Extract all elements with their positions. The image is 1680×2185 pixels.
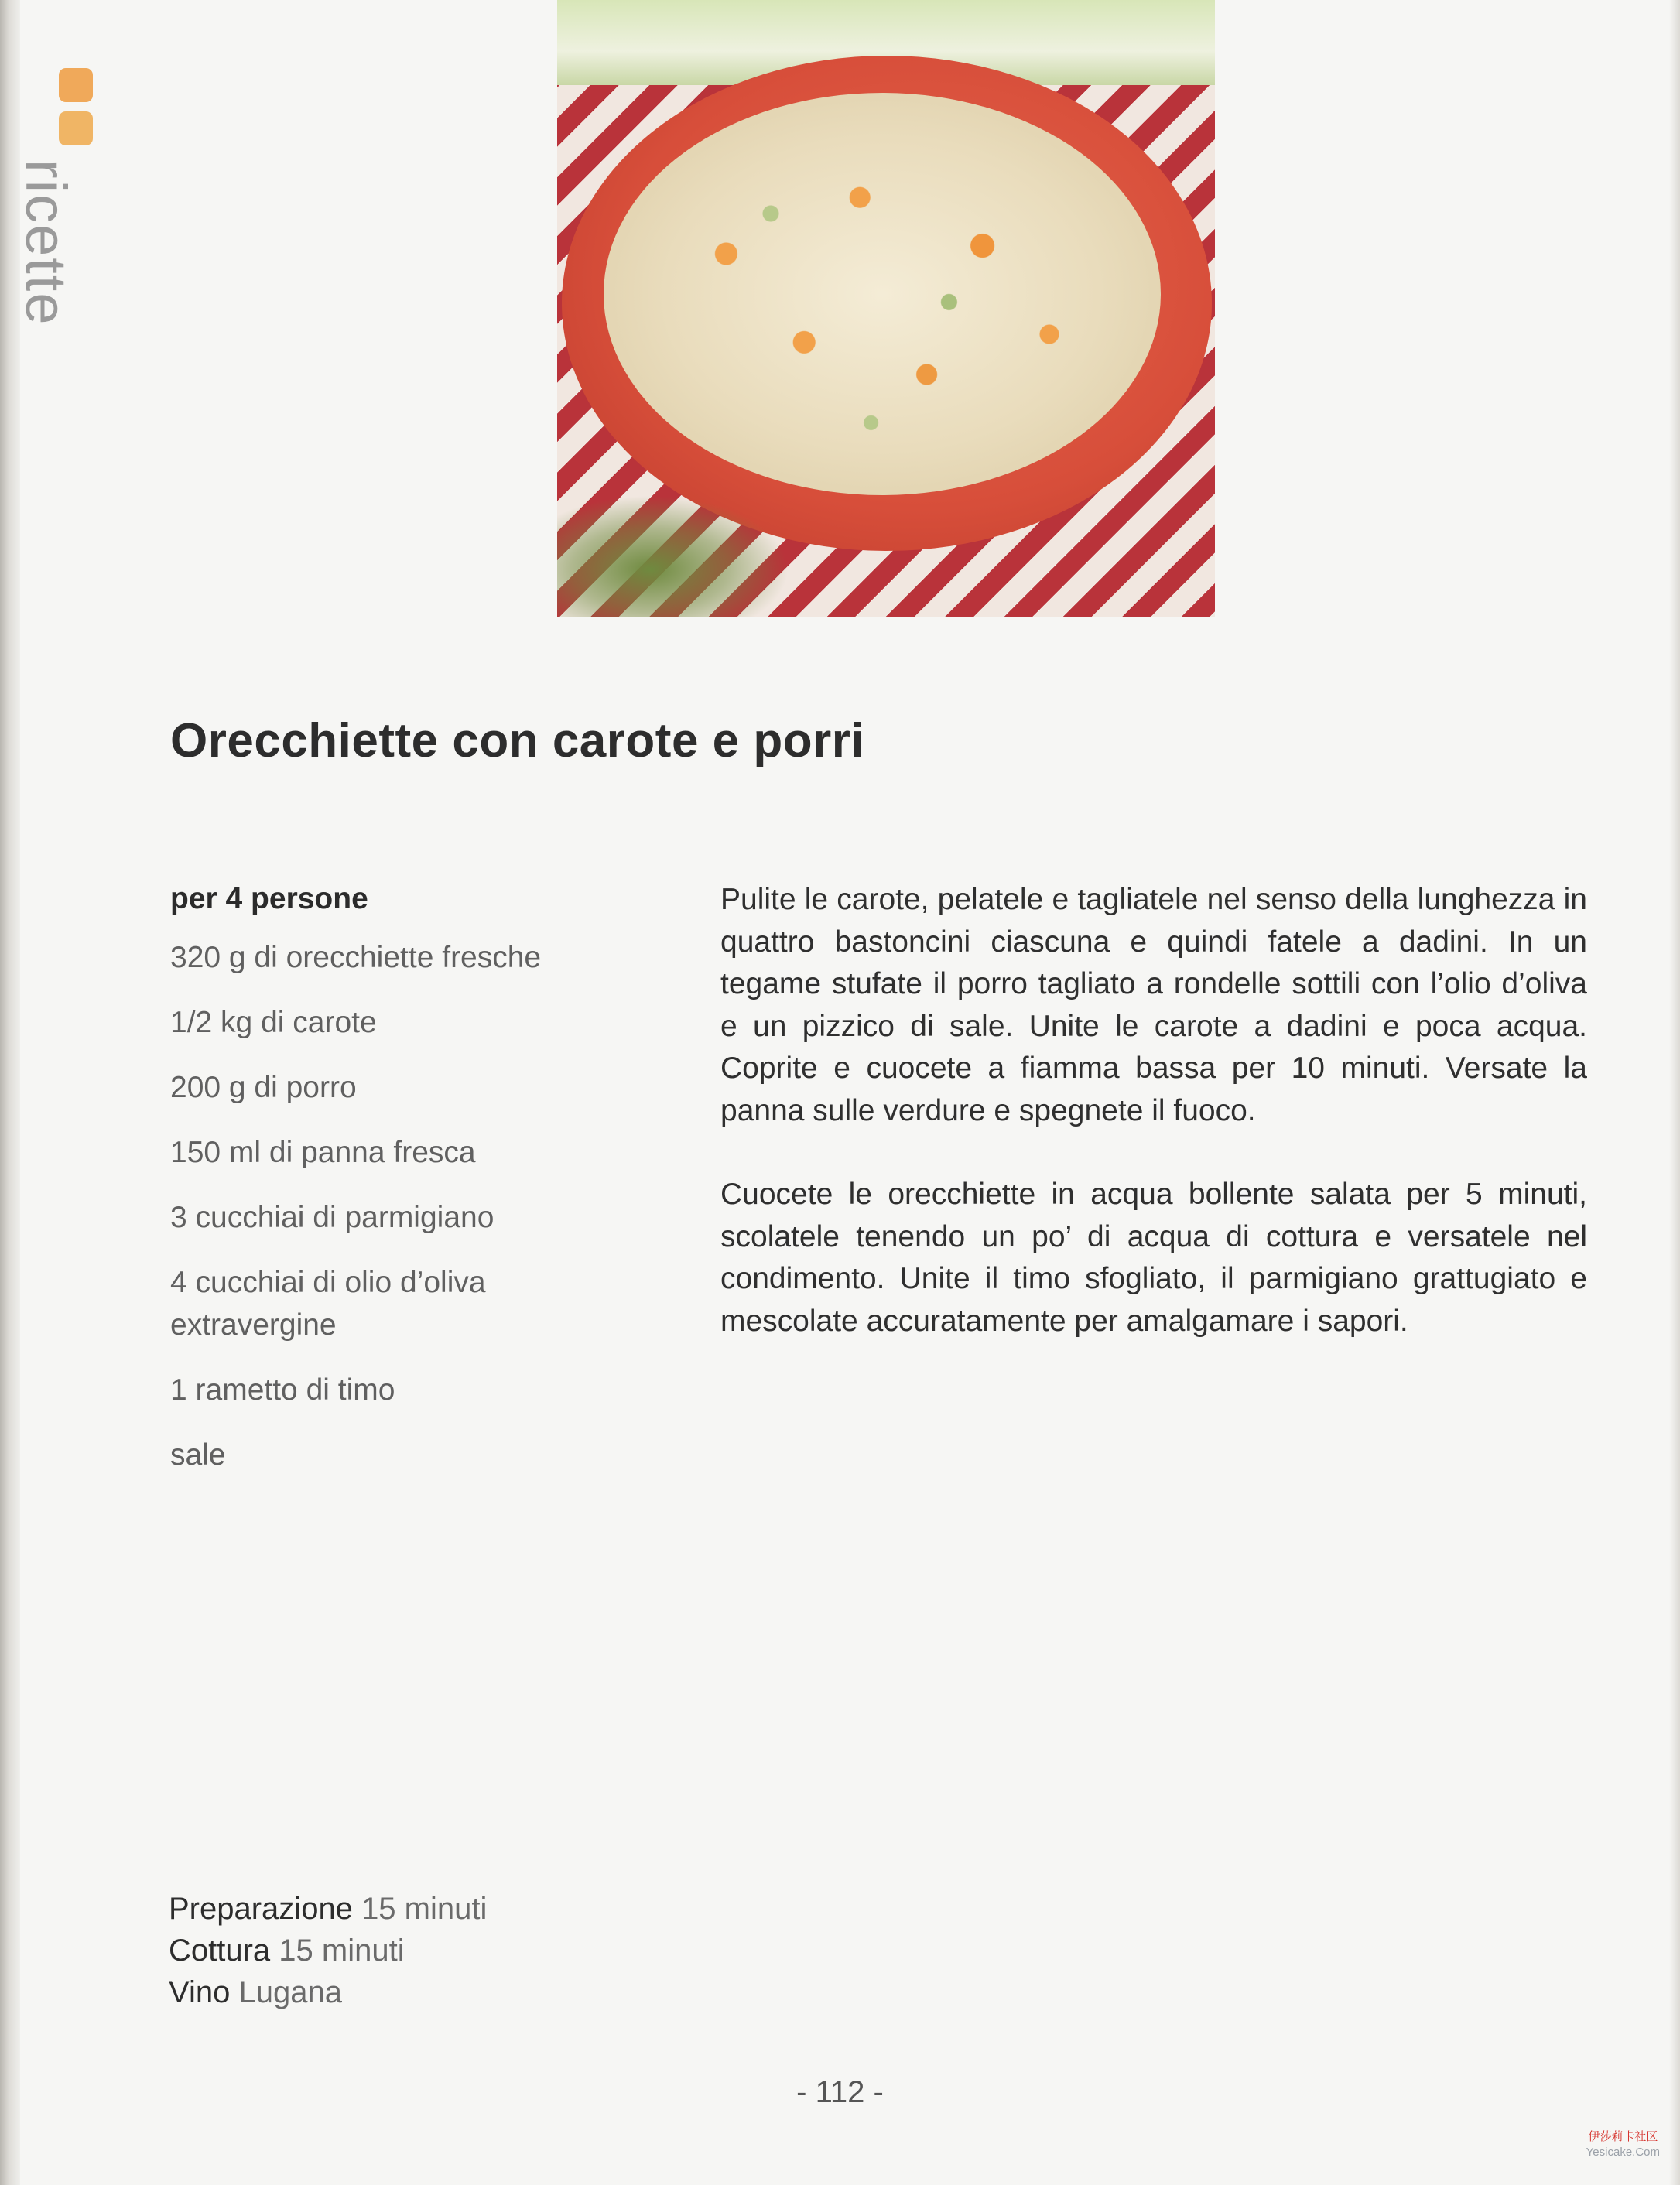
cook-time-value: 15 minuti <box>279 1934 405 1968</box>
wine-row <box>169 1971 487 2013</box>
section-label: ricette <box>14 159 78 327</box>
ingredient-list <box>170 936 635 1476</box>
page-right-edge <box>1669 0 1680 2185</box>
prep-time-value: 15 minuti <box>361 1892 488 1926</box>
ingredient-item: 320 g di orecchiette fresche <box>170 941 542 974</box>
prep-time-row <box>169 1888 487 1930</box>
ingredient-item: 3 cucchiai di parmigiano <box>170 1201 494 1234</box>
watermark <box>1586 2129 1660 2160</box>
ingredient-item: 150 ml di panna fresca <box>170 1136 476 1169</box>
prep-time-label: Preparazione <box>169 1892 353 1926</box>
recipe-title: Orecchiette con carote e porri <box>170 714 865 768</box>
ingredient-item: 1 rametto di timo <box>170 1373 395 1407</box>
ingredient-item: 4 cucchiai di olio d’oliva extravergine <box>170 1266 486 1342</box>
ingredient-item: sale <box>170 1438 226 1472</box>
dish-photo <box>557 0 1215 617</box>
servings-heading: per 4 persone <box>170 882 368 915</box>
cook-time-label: Cottura <box>169 1934 271 1968</box>
watermark-line: Yesicake.Com <box>1586 2146 1660 2159</box>
ingredients-section <box>170 882 635 1499</box>
cook-time-row <box>169 1930 487 1971</box>
thyme-sprig <box>557 495 789 617</box>
method-section <box>720 879 1587 1384</box>
section-dot-icon <box>59 68 93 102</box>
wine-value: Lugana <box>238 1975 342 2009</box>
method-paragraph: Pulite le carote, pelatele e tagliatele nel senso della lunghezza in quattro bastoncini ciascuna e quindi fatele a dadini. In un tegame stufate il porro tagliato a rondelle sottili con l’olio d’oliva e un pizzico di sale. Unite le carote a dadini e poca acqua. Coprite e cuocete a fiamma bassa per 10 minuti. Versate la panna sulle verdure e spegnete il fuoco. <box>720 883 1587 1127</box>
pasta-dish <box>604 93 1161 495</box>
page-number: - 112 - <box>796 2075 884 2109</box>
recipe-info <box>169 1888 487 2013</box>
method-paragraph: Cuocete le orecchiette in acqua bollente salata per 5 minuti, scolatele tenendo un po’ di acqua di cottura e versatele nel condimento. Unite il timo sfogliato, il parmigiano grattugiato e mescolate accuratamente per amalgamare i sapori. <box>720 1178 1587 1338</box>
page-binding-edge <box>0 0 20 2185</box>
section-dot-icon <box>59 111 93 145</box>
ingredient-item: 200 g di porro <box>170 1071 357 1104</box>
watermark-line: 伊莎莉卡社区 <box>1588 2130 1658 2143</box>
ingredient-item: 1/2 kg di carote <box>170 1006 377 1039</box>
wine-label: Vino <box>169 1975 231 2009</box>
